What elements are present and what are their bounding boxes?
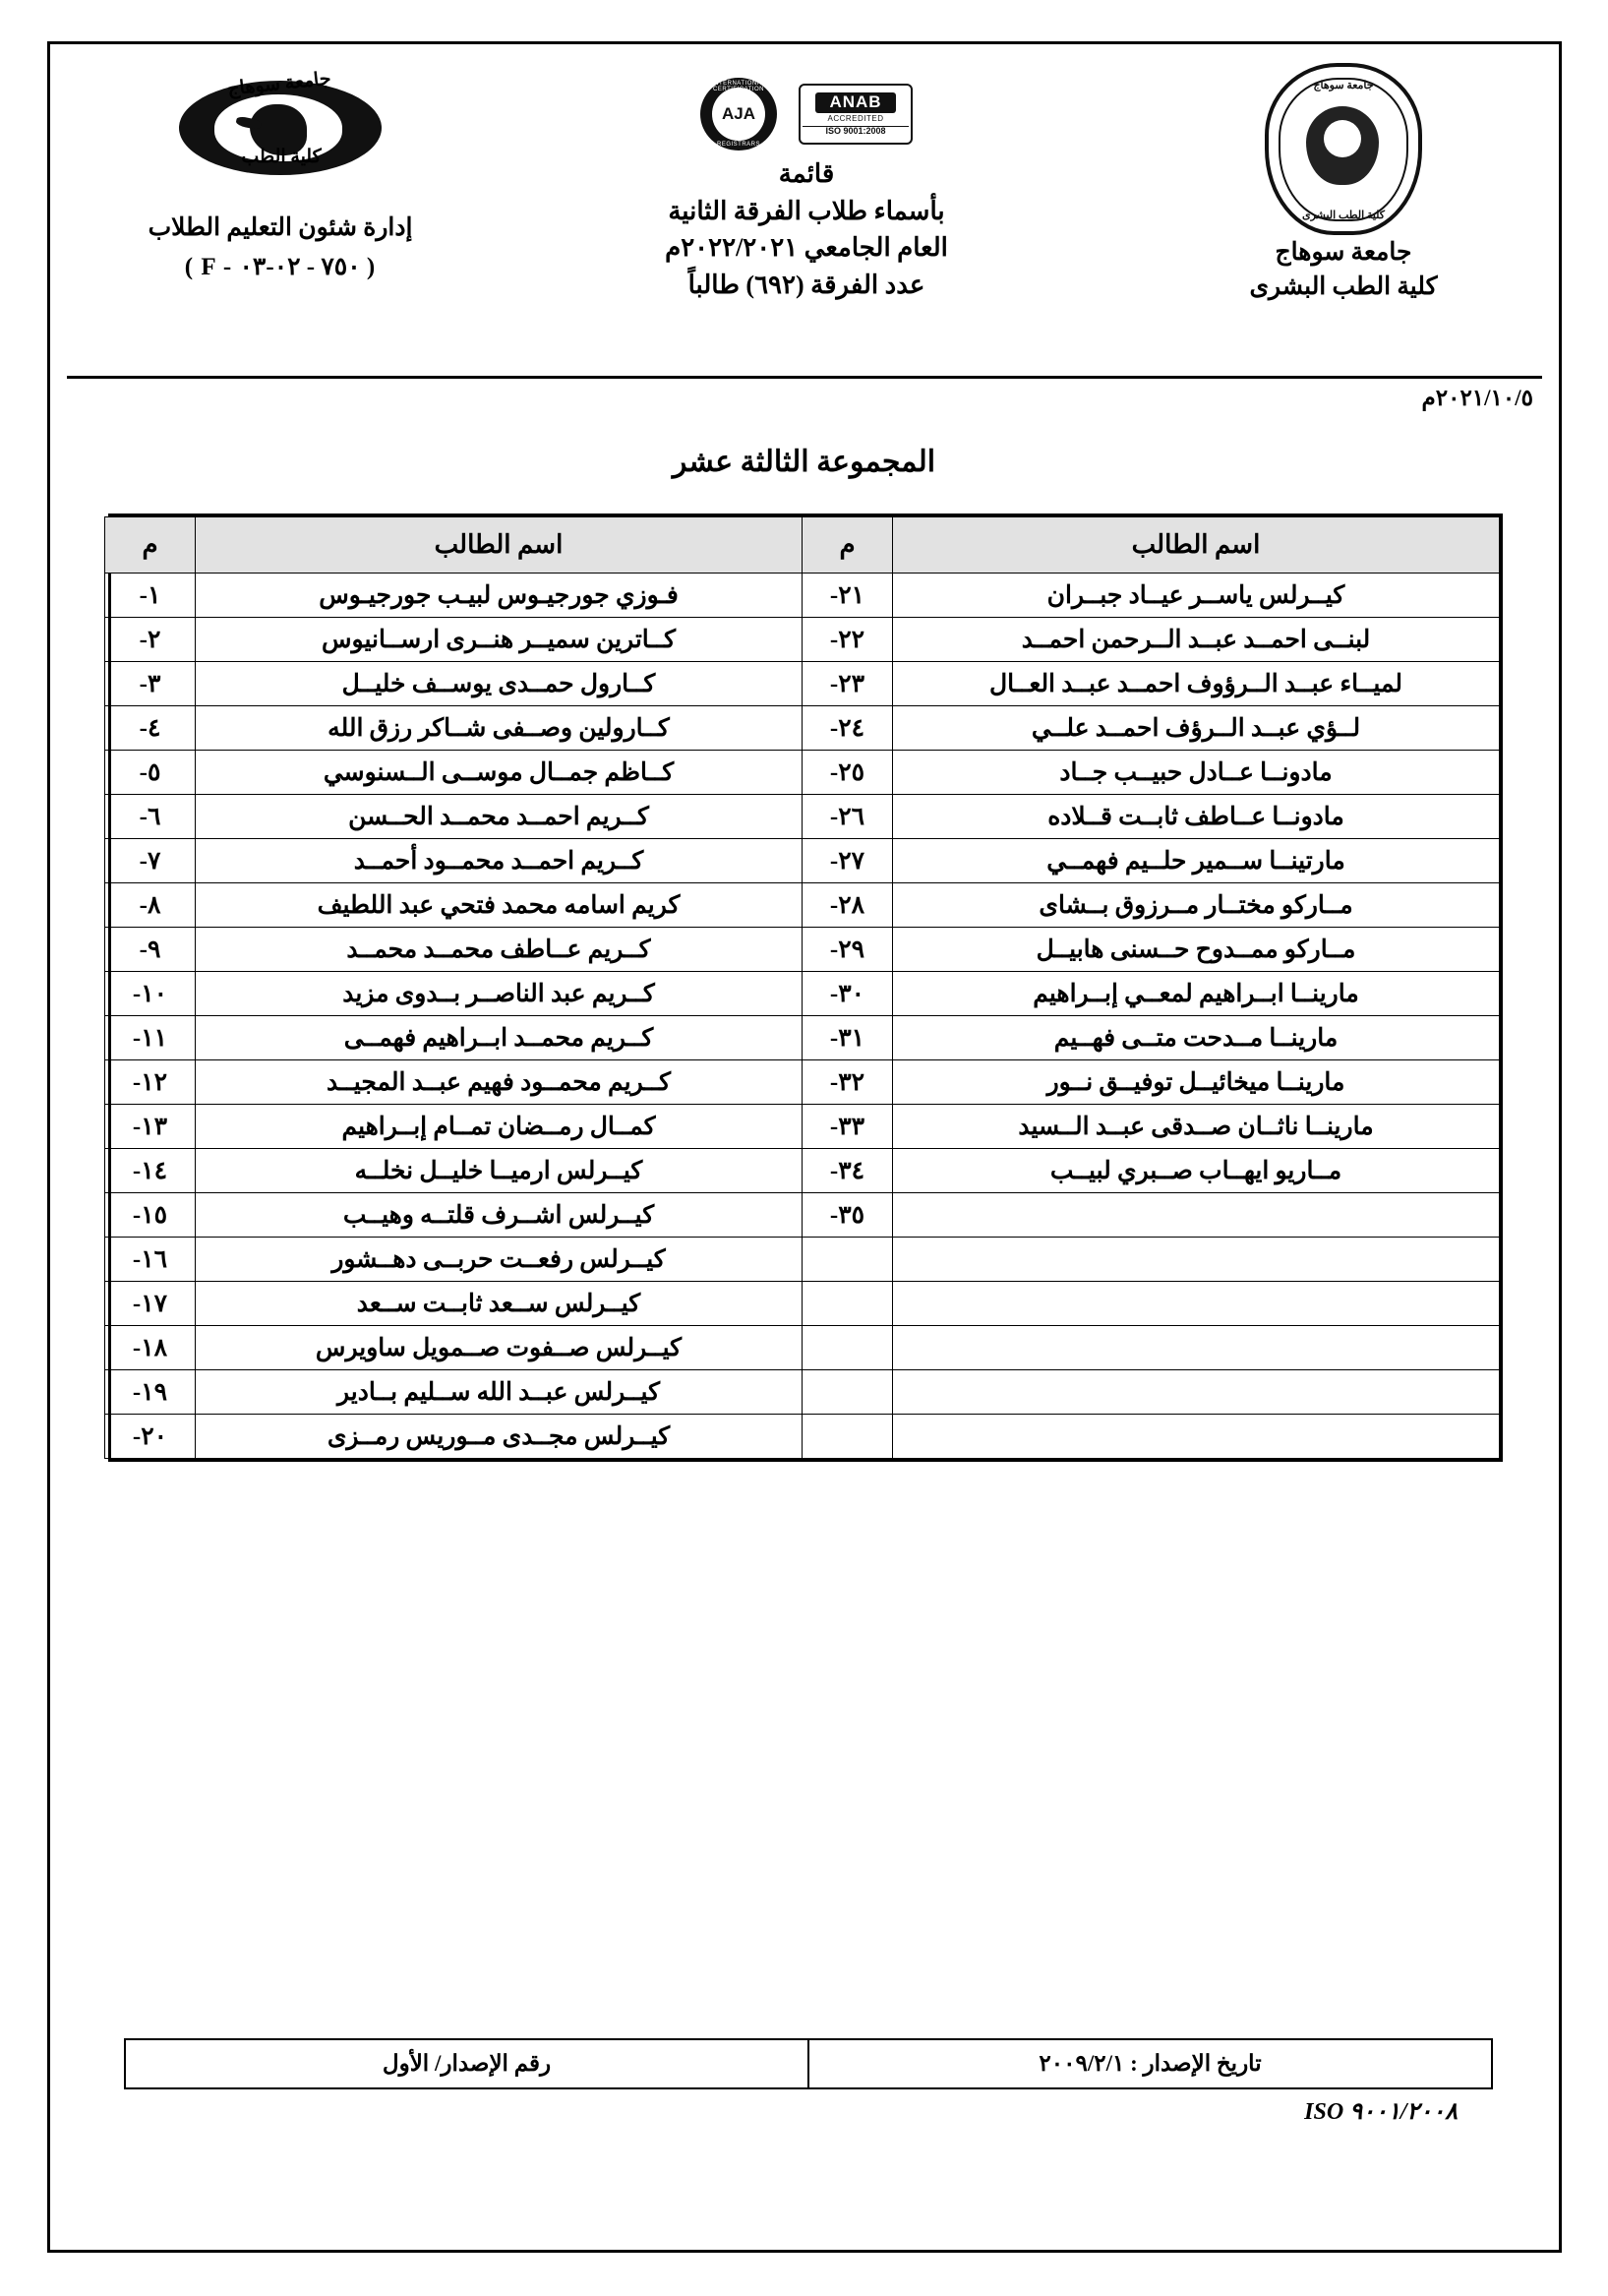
- header-left-block: [69, 61, 492, 281]
- student-index-cell: ١٥-: [105, 1193, 196, 1238]
- student-index-cell: ٦-: [105, 795, 196, 839]
- student-index-cell: ٣٢-: [803, 1060, 893, 1105]
- table-row: [105, 1326, 1500, 1370]
- student-index-cell: ٢٧-: [803, 839, 893, 883]
- student-name-cell: [893, 1282, 1500, 1326]
- student-name-cell: كــارول حمــدى يوســف خليــل: [196, 662, 803, 706]
- student-index-cell: ٩-: [105, 928, 196, 972]
- student-name-cell: فـوزي جورجيـوس لبيـب جورجيـوس: [196, 574, 803, 618]
- student-index-cell: ١٦-: [105, 1238, 196, 1282]
- student-name-cell: مارينــا ابــراهيم لمعــي إبــراهيم: [893, 972, 1500, 1016]
- seal-top-text: جامعة سوهاج: [1313, 80, 1374, 91]
- table-row: [105, 574, 1500, 618]
- document-date: ٢٠٢١/١٠/٥م: [1421, 386, 1533, 410]
- document-header: [69, 61, 1540, 376]
- header-divider: [67, 376, 1542, 379]
- student-name-cell: [893, 1415, 1500, 1459]
- student-name-cell: مــاريو ايهــاب صــبري لبيــب: [893, 1149, 1500, 1193]
- student-name-cell: [893, 1238, 1500, 1282]
- seal-bottom-text: كلية الطب البشرى: [1301, 210, 1386, 221]
- student-name-cell: كيــرلس صــفوت صــمويل ساويرس: [196, 1326, 803, 1370]
- header-num-right: م: [105, 517, 196, 574]
- table-row: [105, 1105, 1500, 1149]
- table-row: [105, 1016, 1500, 1060]
- table-row: [105, 883, 1500, 928]
- footer-issue-number: رقم الإصدار/ الأول: [125, 2039, 808, 2088]
- student-name-cell: كــريم احمــد محمــد الحــسن: [196, 795, 803, 839]
- anab-label: ANAB: [815, 92, 895, 113]
- title-line-3: العام الجامعي ٢٠٢٢/٢٠٢١م: [665, 233, 948, 263]
- table-row: [105, 839, 1500, 883]
- logo-top-text: جامعة سوهاج: [226, 68, 332, 100]
- student-name-cell: كــريم عــاطف محمــد محمــد: [196, 928, 803, 972]
- student-name-cell: كــريم محمــود فهيم عبــد المجيــد: [196, 1060, 803, 1105]
- student-index-cell: ٣٤-: [803, 1149, 893, 1193]
- student-index-cell: ٢٠-: [105, 1415, 196, 1459]
- student-index-cell: ١٩-: [105, 1370, 196, 1415]
- student-name-cell: كــريم محمــد ابــراهيم فهمــى: [196, 1016, 803, 1060]
- footer-iso-note: ISO ٩٠٠١/٢٠٠٨: [1304, 2099, 1458, 2125]
- table-row: [105, 1193, 1500, 1238]
- student-name-cell: كريم اسامه محمد فتحي عبد اللطيف: [196, 883, 803, 928]
- anab-sub-label: ACCREDITED: [827, 113, 884, 123]
- student-name-cell: مارتينــا ســمير حلــيم فهمــي: [893, 839, 1500, 883]
- university-name: جامعة سوهاج: [1275, 239, 1412, 266]
- student-index-cell: ٢٦-: [803, 795, 893, 839]
- aja-ring-bottom-text: REGISTRARS: [716, 142, 760, 148]
- student-name-cell: لبنــى احمــد عبــد الــرحمن احمــد: [893, 618, 1500, 662]
- student-index-cell: [803, 1415, 893, 1459]
- student-index-cell: ٧-: [105, 839, 196, 883]
- table-row: [105, 662, 1500, 706]
- header-center-block: [531, 61, 1082, 304]
- anab-logo-icon: [799, 84, 913, 145]
- table-row: [105, 1238, 1500, 1282]
- student-name-cell: كــاظم جمــال موســى الــسنوسي: [196, 751, 803, 795]
- footer-row: [125, 2039, 1492, 2088]
- student-name-cell: مارينــا ناثــان صــدقى عبــد الــسيد: [893, 1105, 1500, 1149]
- footer-issue-date: تاريخ الإصدار : ٢٠٠٩/٢/١: [808, 2039, 1492, 2088]
- student-index-cell: ٣١-: [803, 1016, 893, 1060]
- student-name-cell: كــريم احمــد محمــود أحمــد: [196, 839, 803, 883]
- anab-iso-label: ISO 9001:2008: [803, 126, 909, 136]
- student-name-cell: كيــرلس عبــد الله ســليم بــادير: [196, 1370, 803, 1415]
- student-name-cell: مارينــا مــدحت متــى فهــيم: [893, 1016, 1500, 1060]
- header-right-block: [1147, 61, 1540, 304]
- student-name-cell: كــريم عبد الناصــر بــدوى مزيد: [196, 972, 803, 1016]
- table-row: [105, 1370, 1500, 1415]
- student-index-cell: ١١-: [105, 1016, 196, 1060]
- table-row: [105, 795, 1500, 839]
- student-index-cell: ٨-: [105, 883, 196, 928]
- student-name-cell: كــارولين وصــفى شــاكر رزق الله: [196, 706, 803, 751]
- student-name-cell: كيــرلس مجــدى مــوريس رمــزى: [196, 1415, 803, 1459]
- students-table-container: [108, 514, 1503, 1462]
- student-index-cell: ٣-: [105, 662, 196, 706]
- student-index-cell: ٢٣-: [803, 662, 893, 706]
- student-name-cell: كيــرلس ســعد ثابــت ســعد: [196, 1282, 803, 1326]
- student-index-cell: ١٠-: [105, 972, 196, 1016]
- aja-label: AJA: [712, 88, 765, 141]
- student-index-cell: ١٨-: [105, 1326, 196, 1370]
- student-index-cell: ٣٥-: [803, 1193, 893, 1238]
- table-row: [105, 928, 1500, 972]
- student-index-cell: [803, 1326, 893, 1370]
- student-index-cell: ٥-: [105, 751, 196, 795]
- faculty-seal-icon: [1265, 63, 1422, 235]
- header-name-right: اسم الطالب: [196, 517, 803, 574]
- student-index-cell: ٢٤-: [803, 706, 893, 751]
- student-name-cell: كيــرلس اشــرف قلتــه وهيــب: [196, 1193, 803, 1238]
- table-row: [105, 618, 1500, 662]
- student-name-cell: [893, 1370, 1500, 1415]
- footer-table: [124, 2038, 1493, 2089]
- form-code: ( F - ٧٥٠ - ٠٢-٠٣ ): [184, 254, 377, 280]
- table-row: [105, 972, 1500, 1016]
- student-name-cell: [893, 1193, 1500, 1238]
- student-name-cell: كيــرلس ارميــا خليــل نخلــه: [196, 1149, 803, 1193]
- student-index-cell: ٢-: [105, 618, 196, 662]
- student-name-cell: كيــرلس رفعــت حربــى دهــشور: [196, 1238, 803, 1282]
- student-name-cell: مادونــا عــادل حبيــب جــاد: [893, 751, 1500, 795]
- title-line-2: بأسماء طلاب الفرقة الثانية: [668, 196, 945, 225]
- student-name-cell: [893, 1326, 1500, 1370]
- student-index-cell: ١٣-: [105, 1105, 196, 1149]
- student-index-cell: ٢٢-: [803, 618, 893, 662]
- student-index-cell: ٢٥-: [803, 751, 893, 795]
- student-index-cell: ٢٨-: [803, 883, 893, 928]
- student-name-cell: مــاركو ممــدوح حــسنى هابيــل: [893, 928, 1500, 972]
- student-name-cell: لــؤي عبــد الــرؤف احمــد علــي: [893, 706, 1500, 751]
- student-index-cell: [803, 1370, 893, 1415]
- table-header-row: [105, 517, 1500, 574]
- student-name-cell: مادونــا عــاطف ثابــت قــلاده: [893, 795, 1500, 839]
- logo-bottom-text: كلية الطب: [241, 147, 322, 167]
- student-index-cell: ١٢-: [105, 1060, 196, 1105]
- student-name-cell: لميــاء عبــد الــرؤوف احمــد عبــد العــال: [893, 662, 1500, 706]
- student-name-cell: مارينــا ميخائيــل توفيــق نــور: [893, 1060, 1500, 1105]
- document-footer: [124, 2038, 1493, 2126]
- student-name-cell: كــاترين سميــر هنــرى ارســانيوس: [196, 618, 803, 662]
- students-table: [104, 516, 1500, 1459]
- table-row: [105, 751, 1500, 795]
- student-index-cell: ١٤-: [105, 1149, 196, 1193]
- student-index-cell: ٢٩-: [803, 928, 893, 972]
- header-num-left: م: [803, 517, 893, 574]
- aja-ring-top-text: INTERNATIONAL CERTIFICATION: [711, 81, 766, 92]
- student-name-cell: مــاركو مختــار مــرزوق بــشاى: [893, 883, 1500, 928]
- table-row: [105, 1415, 1500, 1459]
- student-index-cell: ٢١-: [803, 574, 893, 618]
- student-index-cell: ١-: [105, 574, 196, 618]
- student-index-cell: [803, 1282, 893, 1326]
- title-line-4: عدد الفرقة (٦٩٢) طالباً: [687, 271, 925, 300]
- student-name-cell: كمــال رمــضان تمــام إبــراهيم: [196, 1105, 803, 1149]
- table-row: [105, 1149, 1500, 1193]
- student-index-cell: ٣٠-: [803, 972, 893, 1016]
- faculty-name: كلية الطب البشرى: [1249, 273, 1438, 300]
- accreditation-logos: [531, 79, 1082, 150]
- title-line-1: قائمة: [778, 159, 835, 188]
- aja-logo-icon: [700, 78, 777, 151]
- student-index-cell: ٤-: [105, 706, 196, 751]
- table-row: [105, 1060, 1500, 1105]
- group-title: المجموعة الثالثة عشر: [672, 446, 936, 478]
- student-index-cell: ١٧-: [105, 1282, 196, 1326]
- admin-department: إدارة شئون التعليم الطلاب: [148, 214, 413, 241]
- student-name-cell: كيــرلس ياســر عيــاد جبــران: [893, 574, 1500, 618]
- sohag-university-logo-icon: [167, 69, 393, 187]
- document-title-block: [531, 155, 1082, 304]
- student-index-cell: ٣٣-: [803, 1105, 893, 1149]
- student-index-cell: [803, 1238, 893, 1282]
- table-row: [105, 1282, 1500, 1326]
- header-name-left: اسم الطالب: [893, 517, 1500, 574]
- table-row: [105, 706, 1500, 751]
